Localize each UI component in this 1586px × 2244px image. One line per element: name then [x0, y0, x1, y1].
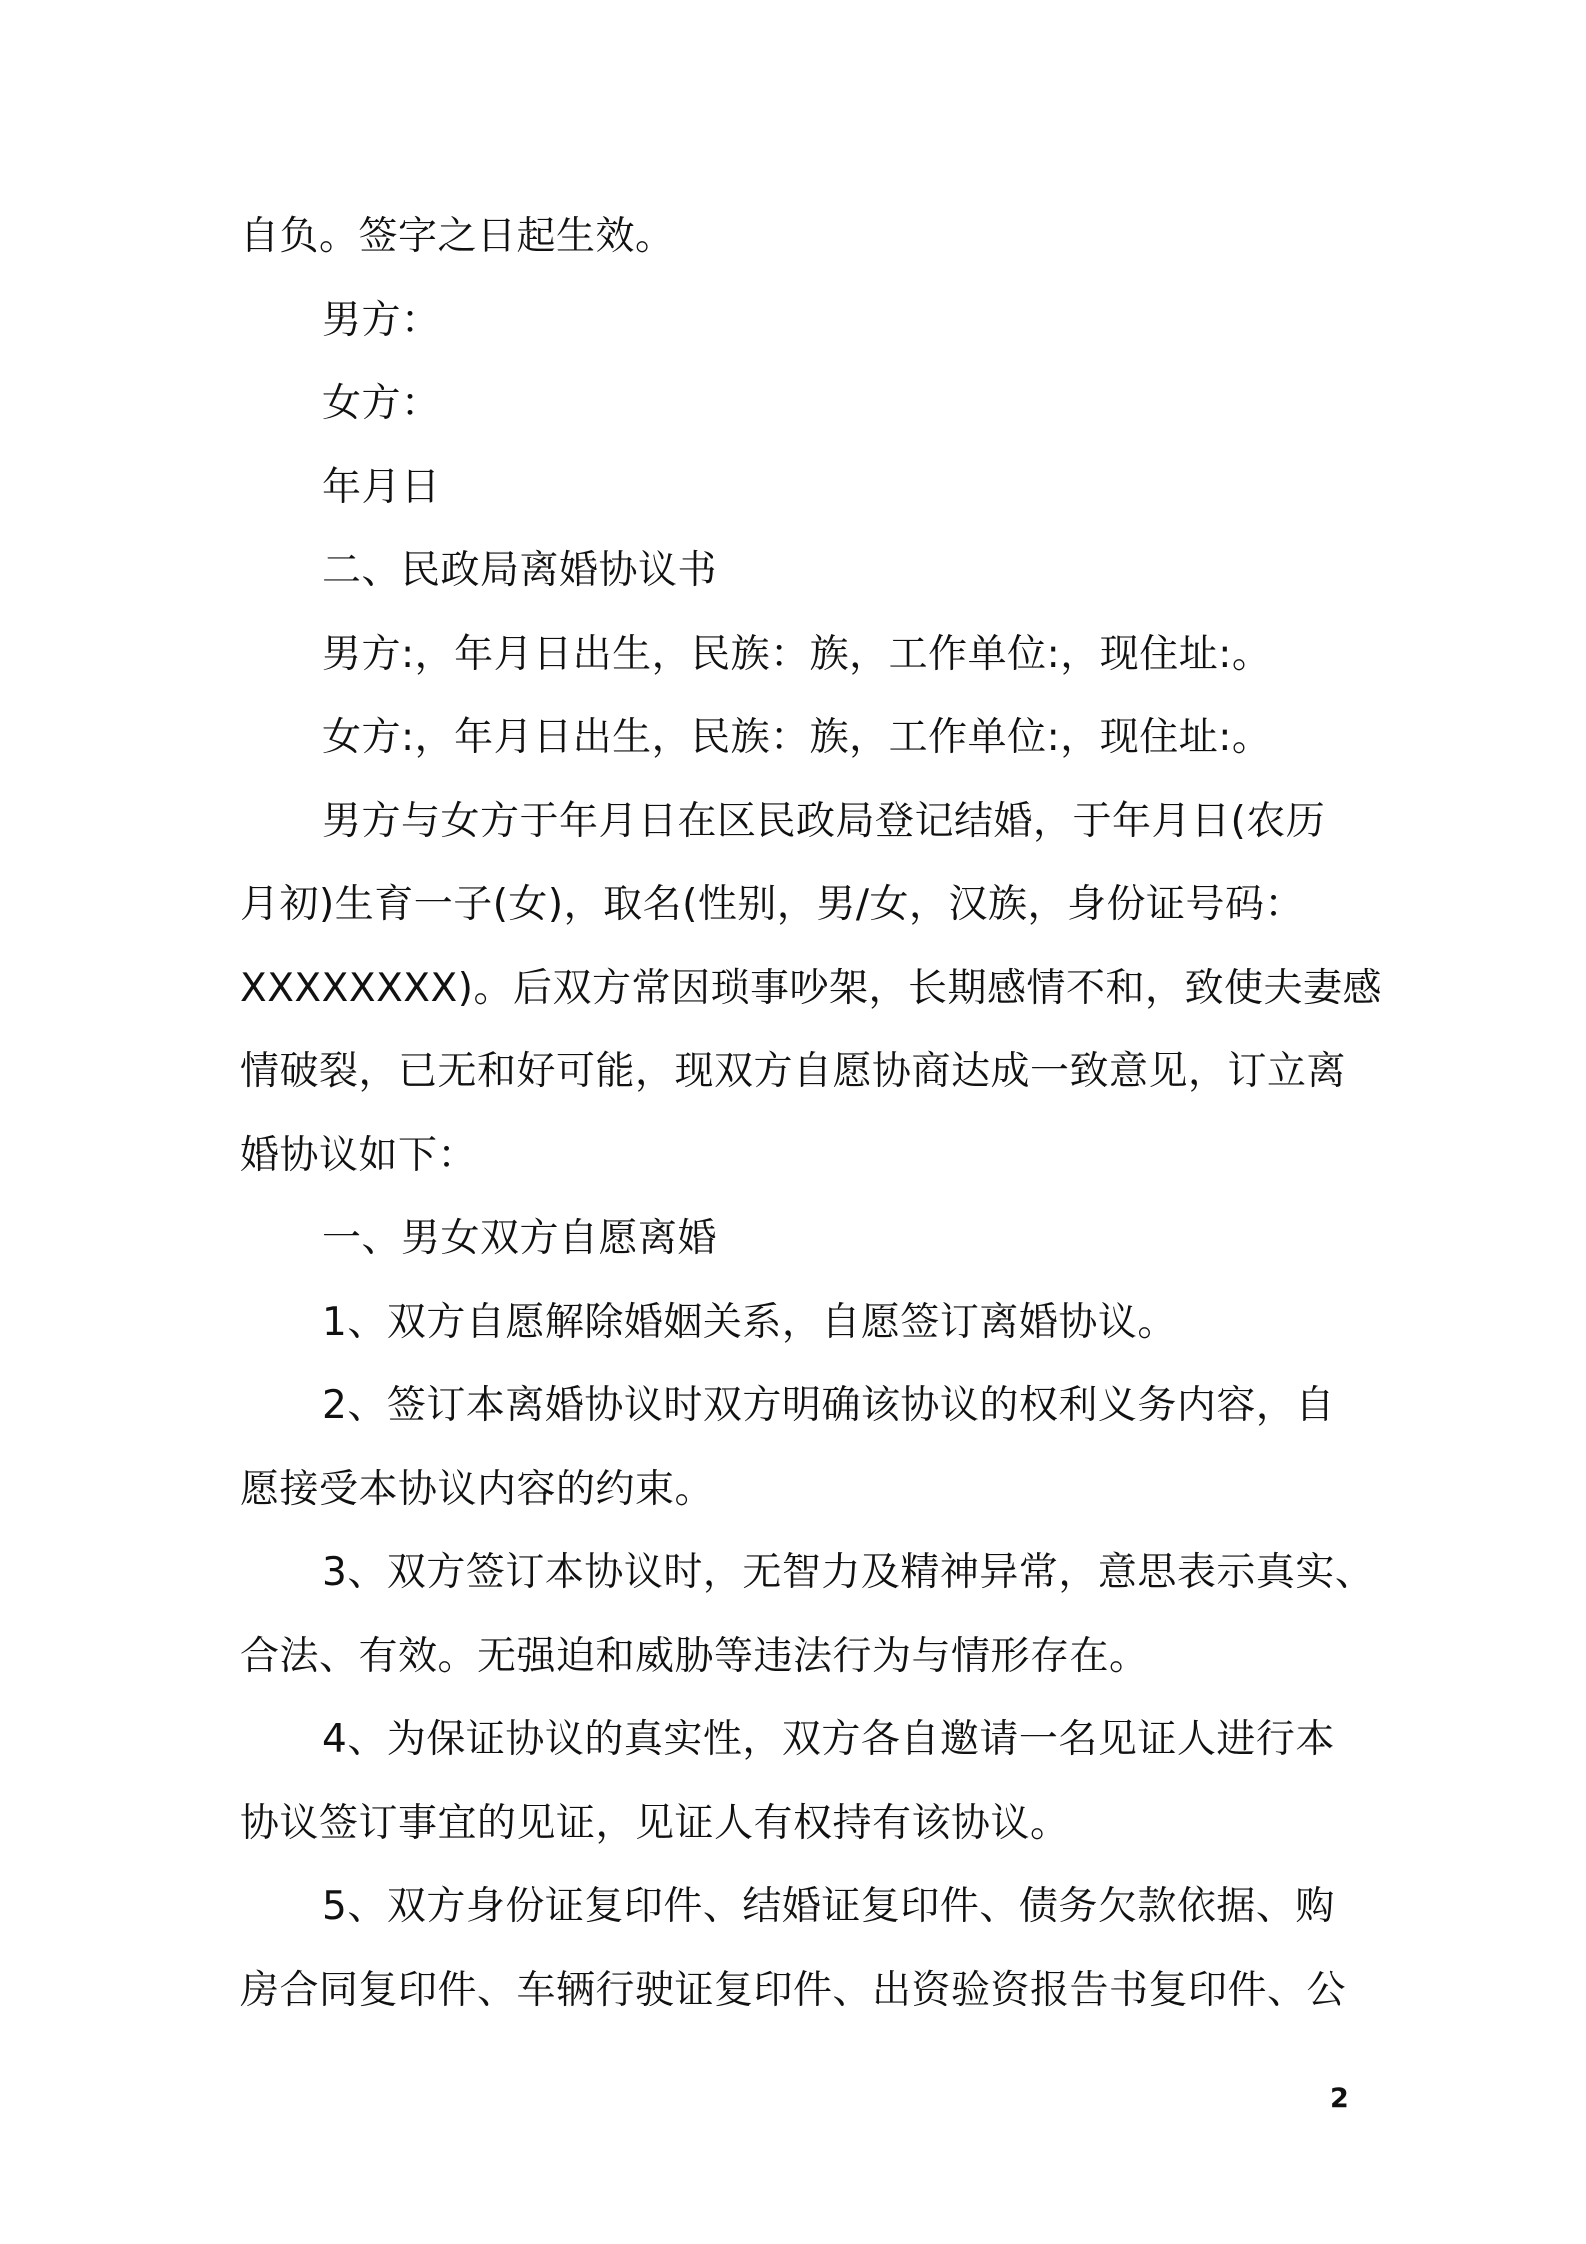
- text-line: XXXXXXXX)。后双方常因琐事吵架，长期感情不和，致使夫妻感: [240, 965, 1382, 1011]
- text-line: 一、男女双方自愿离婚: [322, 1216, 718, 1261]
- document-body: [240, 195, 1382, 2032]
- text-line: 情破裂，已无和好可能，现双方自愿协商达成一致意见，订立离: [240, 1049, 1347, 1094]
- text-line: 女方：: [322, 381, 441, 426]
- text-line: 自负。签字之日起生效。: [240, 214, 675, 259]
- text-line: 协议签订事宜的见证，见证人有权持有该协议。: [240, 1800, 1070, 1846]
- text-line: 男方：: [322, 297, 441, 343]
- text-line: 2、签订本离婚协议时双方明确该协议的权利义务内容，自: [322, 1383, 1335, 1428]
- text-line: 男方与女方于年月日在区民政局登记结婚，于年月日(农历: [322, 798, 1326, 844]
- text-line: 4、为保证协议的真实性，双方各自邀请一名见证人进行本: [322, 1717, 1335, 1762]
- text-line: 3、双方签订本协议时，无智力及精神异常，意思表示真实、: [322, 1550, 1375, 1595]
- text-line: 愿接受本协议内容的约束。: [240, 1466, 715, 1512]
- text-line: 月初)生育一子(女)，取名(性别，男/女，汉族，身份证号码：: [240, 882, 1305, 927]
- text-line: 年月日: [322, 464, 441, 510]
- text-line: 婚协议如下：: [240, 1132, 478, 1178]
- page-number: 2: [1330, 2083, 1349, 2114]
- text-line: 1、双方自愿解除婚姻关系，自愿签订离婚协议。: [322, 1299, 1177, 1345]
- text-line: 合法、有效。无强迫和威胁等违法行为与情形存在。: [240, 1633, 1149, 1679]
- text-line: 房合同复印件、车辆行驶证复印件、出资验资报告书复印件、公: [240, 1967, 1347, 2013]
- text-line: 男方:，年月日出生，民族：族，工作单位:，现住址:。: [322, 631, 1272, 677]
- text-line: 5、双方身份证复印件、结婚证复印件、债务欠款依据、购: [322, 1884, 1335, 1929]
- text-line: 女方:，年月日出生，民族：族，工作单位:，现住址:。: [322, 715, 1272, 760]
- text-line: 二、民政局离婚协议书: [322, 548, 718, 593]
